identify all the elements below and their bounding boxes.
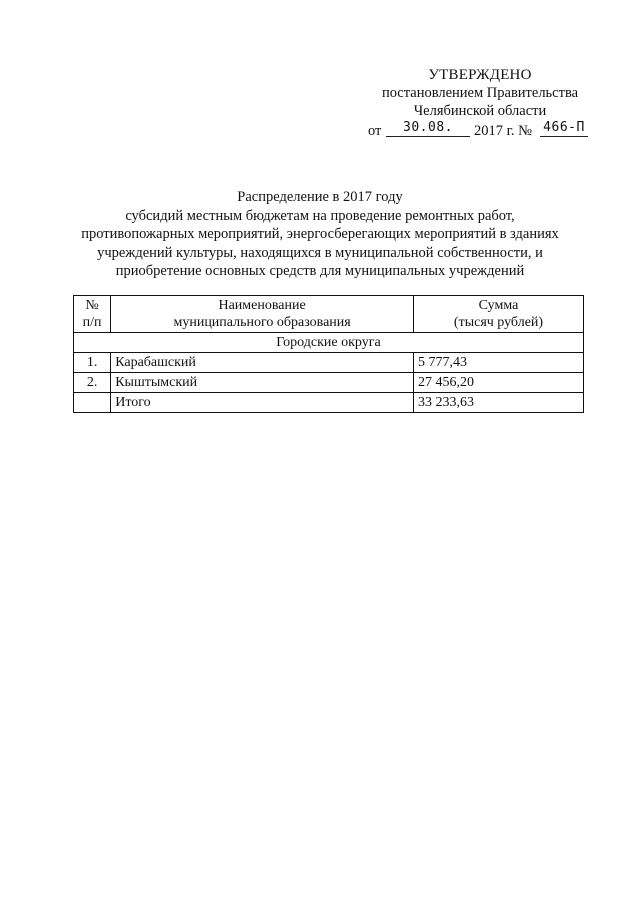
heading-line-5: приобретение основных средств для муниципальных учреждений (115, 263, 525, 279)
distribution-table (73, 295, 584, 413)
approval-stamp (360, 66, 600, 141)
table-header-row (74, 296, 584, 333)
approved-title: УТВЕРЖДЕНО (428, 67, 532, 83)
total-sum: 33 233,63 (413, 393, 583, 413)
header-number (74, 296, 111, 333)
header-sum-line2: (тысяч рублей) (453, 315, 544, 330)
row-sum: 5 777,43 (413, 353, 583, 373)
heading-line-1: Распределение в 2017 году (237, 189, 403, 205)
table-row (74, 373, 584, 393)
row-number: 2. (74, 373, 111, 393)
header-number-line2: п/п (82, 315, 102, 330)
group-row (74, 333, 584, 353)
decree-number: 466-П (540, 119, 588, 137)
table-row (74, 353, 584, 373)
heading-line-4: учреждений культуры, находящихся в муниципальной собственности, и (97, 244, 543, 261)
row-name: Кыштымский (111, 373, 414, 393)
header-sum-line1: Сумма (478, 298, 519, 313)
header-name-line1: Наименование (218, 298, 306, 313)
total-row (74, 393, 584, 413)
row-number: 1. (74, 353, 111, 373)
decree-year: 2017 г. № (474, 123, 533, 139)
decree-date: 30.08. (386, 119, 470, 137)
header-name (111, 296, 414, 333)
document-heading (60, 188, 580, 281)
row-name: Карабашский (111, 353, 414, 373)
header-sum (413, 296, 583, 333)
group-label: Городские округа (74, 333, 584, 353)
date-prefix: от (368, 123, 382, 139)
header-number-line1: № (85, 298, 99, 313)
total-label: Итого (111, 393, 414, 413)
heading-line-3: противопожарных мероприятий, энергосберегающих мероприятий в зданиях (81, 226, 559, 242)
header-name-line2: муниципального образования (173, 315, 351, 330)
total-number (74, 393, 111, 413)
approval-line-decree: постановлением Правительства (381, 85, 579, 101)
heading-line-2: субсидий местным бюджетам на проведение ремонтных работ, (125, 207, 515, 224)
approval-date-line (360, 121, 600, 141)
approval-line-region: Челябинской области (413, 103, 547, 119)
row-sum: 27 456,20 (413, 373, 583, 393)
